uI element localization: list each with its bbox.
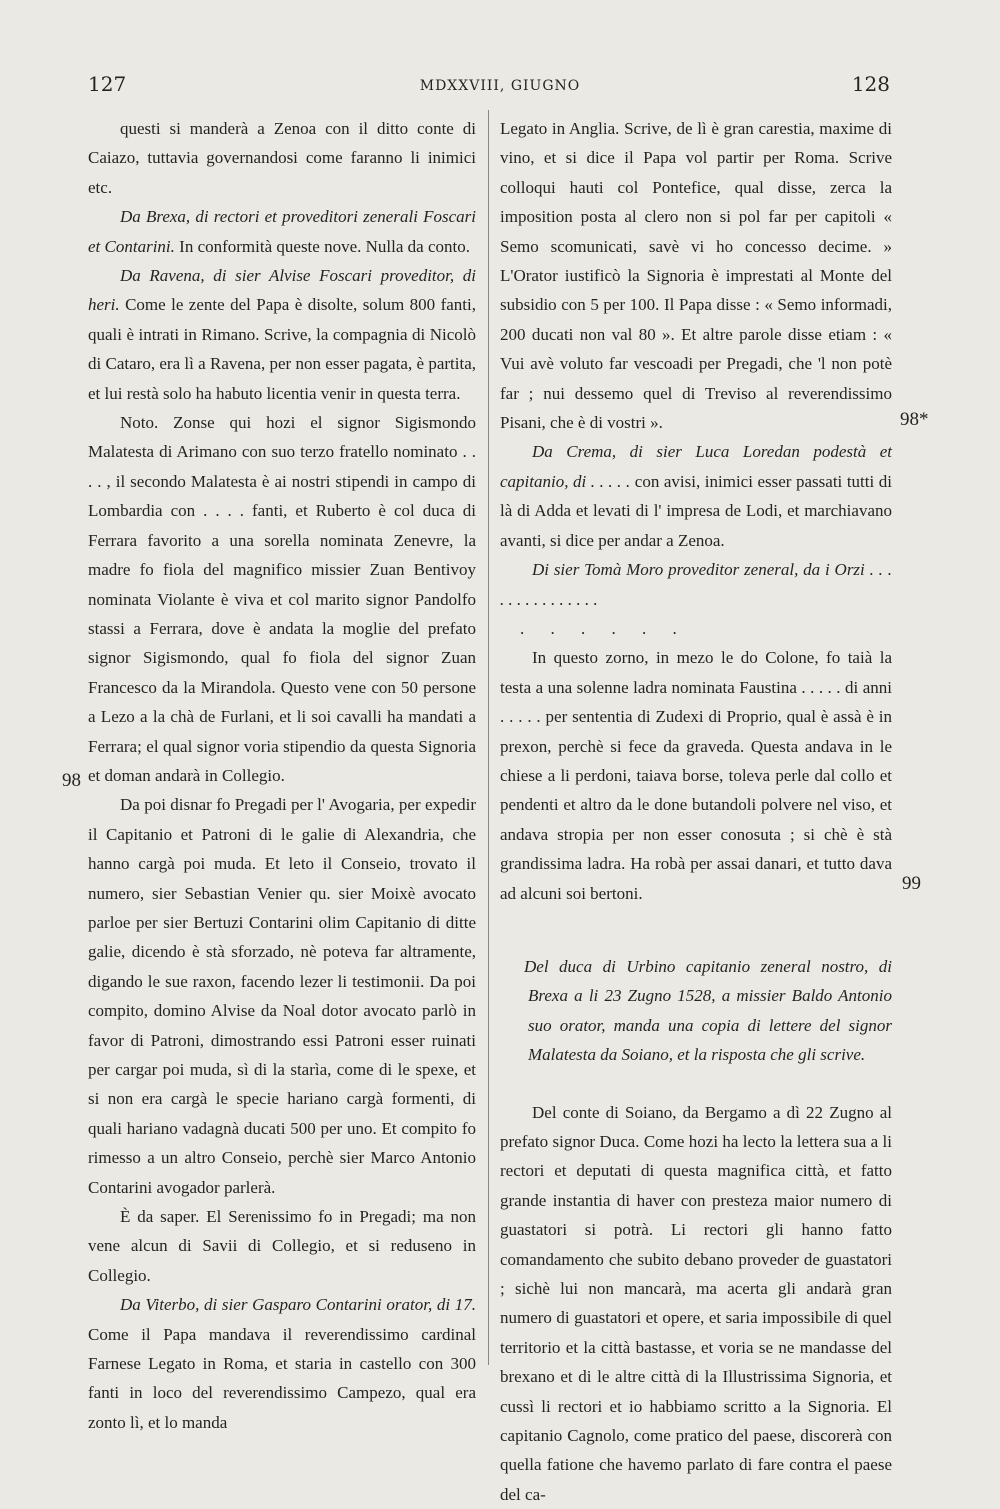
running-header: MDXXVIII, GIUGNO bbox=[419, 78, 581, 94]
paragraph-text: Da poi disnar fo Pregadi per l' Avogaria, per expedir il Capitanio et Patroni di le galie di Alexandria, che hanno cargà poi muda. Et leto il Conseio, trovato il numero, sier Sebastian Venier qu. sier Moixè avocato parloe per sier Bertuzi Contarini olim Capitanio di ditte galie, dicendo è stà sforzado, nè poteva far altramente, digando le sue raxon, facendo lezer li testimonii. Da poi compito, domino Alvise da Noal dotor avocato parlò in favor di Patroni, dimostrando essi Patroni esser ruinati per cargar poi muda, sì di la starìa, come di le spexe, et si non era cargà le specie hariano cargà formenti, di quali hariano vadagnà ducati 500 per uno. Et compito fo rimesso a un altro Conseio, perchè sier Marco Antonio Contarini avogador parlerà. bbox=[88, 795, 476, 1197]
italic-lead: Di sier Tomà Moro proveditor zeneral, da i Orzi . . . . . . . . . . . . . . . bbox=[500, 560, 892, 609]
paragraph bbox=[500, 643, 892, 908]
paragraph-text: In conformità queste nove. Nulla da conto. bbox=[174, 236, 470, 256]
paragraph-text: Come le zente del Papa è disolte, solum 800 fanti, quali è intrati in Rimano. Scrive, la compagnia di Nicolò di Cataro, era lì a Ravena, per non esser pagata, è partita, et lui restà solo ha habuto licentia venir in questa terra. bbox=[88, 295, 476, 403]
margin-number-99: 99 bbox=[902, 873, 921, 894]
left-page-number: 127 bbox=[88, 72, 127, 96]
margin-number-98-right: 98* bbox=[900, 409, 929, 430]
right-column bbox=[500, 114, 892, 1509]
column-divider bbox=[488, 110, 489, 1365]
italic-lead: Da Viterbo, di sier Gasparo Contarini orator, di 17. bbox=[120, 1295, 476, 1315]
italic-lead: Da Brexa, di rectori et proveditori zenerali Foscari et Contarini. bbox=[88, 207, 476, 256]
left-column bbox=[88, 114, 476, 1437]
paragraph bbox=[88, 261, 476, 408]
paragraph bbox=[500, 1098, 892, 1509]
paragraph: Del duca di Urbino capitanio zeneral nostro, di Brexa a li 23 Zugno 1528, a missier Baldo Antonio suo orator, manda una copia di lettere del signor Malatesta da Soiano, et la risposta che gli scrive. bbox=[524, 956, 892, 1065]
paragraph-text: questi si manderà a Zenoa con il ditto conte di Caiazo, tuttavia governandosi come faranno li inimici etc. bbox=[88, 119, 476, 197]
paragraph bbox=[500, 614, 892, 643]
paragraph bbox=[88, 1202, 476, 1290]
italic-lead: Da Crema, di sier Luca Loredan podestà et capitanio, di . . . . . bbox=[500, 442, 892, 491]
paragraph-text: . . . . . . bbox=[520, 618, 688, 638]
paragraph-text: Come il Papa mandava il reverendissimo cardinal Farnese Legato in Roma, et staria in castello con 300 fanti in loco del reverendissimo Campezo, qual era zonto lì, et lo manda bbox=[88, 1324, 476, 1432]
right-page-number: 128 bbox=[851, 72, 890, 96]
paragraph-text: È da saper. El Serenissimo fo in Pregadi; ma non vene alcun di Savii di Collegio, et si reduseno in Collegio. bbox=[88, 1207, 476, 1285]
paragraph bbox=[88, 1290, 476, 1437]
italic-lead: Da Ravena, di sier Alvise Foscari proveditor, di heri. bbox=[88, 266, 476, 315]
paragraph bbox=[500, 555, 892, 614]
paragraph bbox=[500, 114, 892, 437]
paragraph-text: Noto. Zonse qui hozi el signor Sigismondo Malatesta di Arimano con suo terzo fratello nominato . . . . , il secondo Malatesta è ai nostri stipendi in campo di Lombardia con . . . . fanti, et Ruberto è col duca di Ferrara favorito a una sorella nominata Zenevre, la madre fo fiola del magnifico missier Zuan Bentivoy nominata Violante è viva et col marito signor Pandolfo stassi a Ferrara, dove è andata la moglie del prefato signor Sigismondo, qual fo fiola del signor Zuan Francesco da la Mirandola. Questo vene con 50 persone a Lezo a la chà de Furlani, et li soi cavalli ha mandati a Ferrara; el qual signor voria stipendio da questa Signoria et doman andarà in Collegio. bbox=[88, 413, 476, 785]
paragraph bbox=[88, 790, 476, 1202]
paragraph-text: con avisi, inimici esser passati tutti di là di Adda et levati di l' impresa de Lodi, et marchiavano avanti, si dice per andar a Zenoa. bbox=[500, 471, 892, 550]
paragraph-text: Del conte di Soiano, da Bergamo a dì 22 Zugno al prefato signor Duca. Come hozi ha lecto la lettera sua a li rectori et deputati di questa magnifica città, et fatto grande instantia di haver con presteza maior numero di guastatori si potrà. Li rectori gli hanno fatto comandamento che subito debano proveder de guastatori ; sichè lui non mancarà, ma acerta gli andarà gran numero di guastatori et opere, et saria impossibile di quel territorio et la città bastasse, et voria se ne mandasse del brexano et di le altre città di la Illustrissima Signoria, et cussì li rectori et io habbiamo scritto a la Signoria. El capitanio Cagnolo, come pratico del paese, discorerà con quella fatione che havemo parlato di fare contra el paese del ca- bbox=[500, 1102, 892, 1504]
paragraph bbox=[88, 202, 476, 261]
paragraph bbox=[500, 437, 892, 555]
margin-number-98-left: 98 bbox=[62, 770, 81, 791]
paragraph bbox=[88, 408, 476, 790]
paragraph bbox=[88, 114, 476, 202]
paragraph-text: Legato in Anglia. Scrive, de lì è gran carestia, maxime di vino, et si dice il Papa vol partir per Roma. Scrive colloqui hauti col Pontefice, qual disse, zerca la imposition posta al clero non si pol far per capitoli « Semo scomunicati, savè vi ho concesso decime. » L'Orator iustificò la Signoria è imprestati al Monte del subsidio con 5 per 100. Il Papa disse : « Semo informadi, 200 ducati non val 80 ». Et altre parole disse etiam : « Vui avè voluto far vescoadi per Pregadi, che 'l non potè far ; nui dessemo quel di Treviso al reverendissimo Pisani, che è di vostri ». bbox=[500, 119, 892, 433]
paragraph-text: In questo zorno, in mezo le do Colone, fo taià la testa a una solenne ladra nominata Faustina . . . . . di anni . . . . . per sententia di Zudexi di Proprio, qual è assà è in prexon, perchè si fece da graveda. Questa andava in le chiese a li perdoni, taiava borse, toleva perle dal collo et pendenti et altro da le done butandoli polvere nel viso, et andava stropia per non esser conosuta ; si chè è stà grandissima ladra. Ha robà per assai danari, et tutto dava ad alcuni soi bertoni. bbox=[500, 648, 892, 903]
